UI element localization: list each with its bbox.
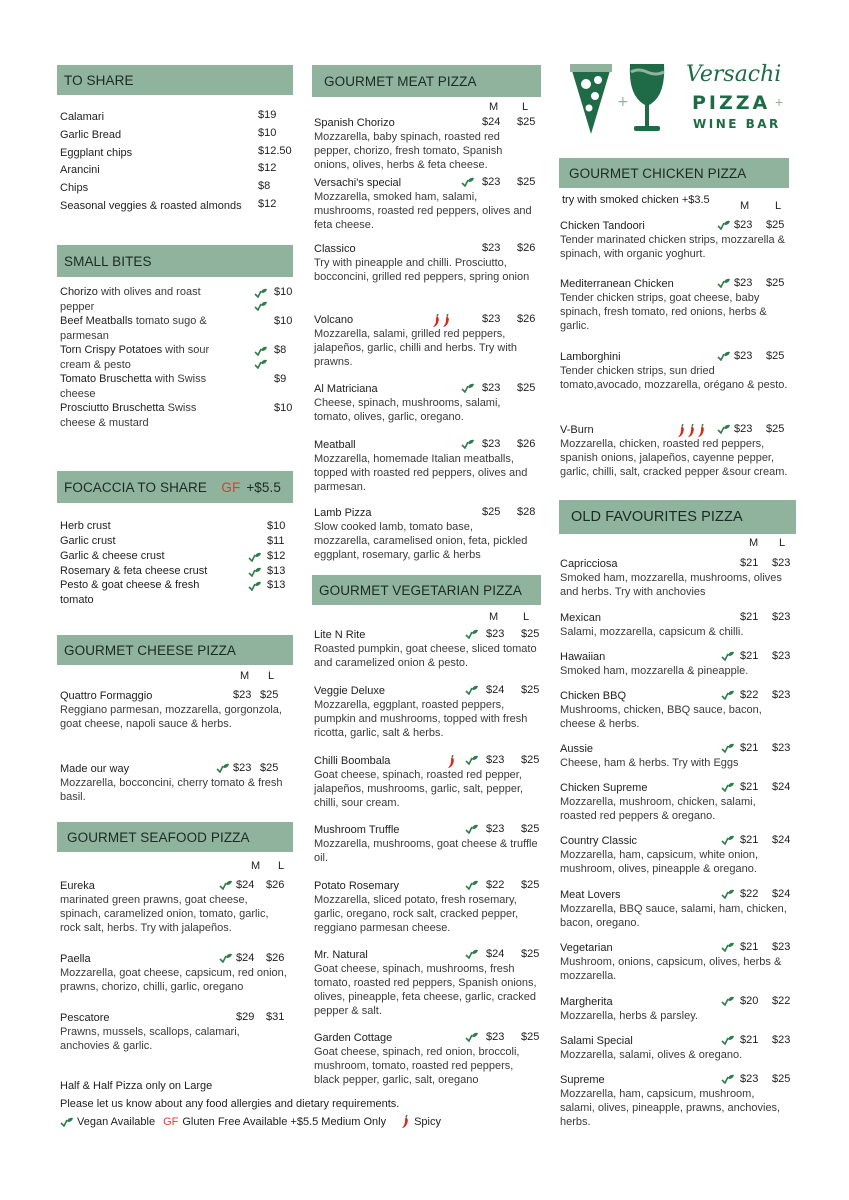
section-header-old: [559, 500, 796, 534]
pizza-name: Mexican: [560, 612, 601, 624]
price-large: $23: [772, 1034, 791, 1046]
pizza-desc: Mozzarella, smoked ham, salami, mushrooms, roasted red peppers, olives and feta cheese.: [314, 191, 532, 231]
pizza-name: Lamb Pizza: [314, 507, 372, 519]
vegan-leaf-icon: [254, 359, 268, 369]
pizza-name: Volcano: [314, 314, 354, 326]
pizza-desc: Prawns, mussels, scallops, calamari, anchovies & garlic.: [60, 1026, 240, 1052]
pizza-name: Lite N Rite: [314, 629, 366, 641]
price-medium: $24: [482, 116, 501, 128]
menu-item-name: Beef Meatballs: [60, 315, 133, 327]
price-medium: $23: [233, 689, 252, 701]
size-label-l: L: [522, 101, 529, 113]
price-large: $25: [260, 762, 279, 774]
price-large: $25: [521, 823, 540, 835]
pizza-desc: Goat cheese, spinach, red onion, broccoli, mushroom, tomato, roasted red peppers, black pepper, garlic, salt, oregano: [314, 1046, 520, 1086]
pizza-name: Chicken BBQ: [560, 690, 627, 702]
section-title: OLD FAVOURITES PIZZA: [571, 509, 743, 525]
chili-icons: [676, 422, 706, 440]
section-header-veg: [312, 575, 541, 605]
pizza-name: Paella: [60, 953, 91, 965]
size-label-l: L: [268, 670, 275, 682]
price-large: $23: [772, 650, 791, 662]
vegan-leaf-icon: [254, 288, 268, 298]
vegan-leaf-icon: [254, 301, 268, 311]
pizza-desc: Tender chicken strips, goat cheese, baby spinach, fresh tomato, red onions, herbs & garlic.: [560, 292, 767, 332]
menu-item-desc: with sour: [162, 344, 210, 356]
price-medium: $23: [734, 219, 753, 231]
section-header-chicken: [559, 158, 789, 188]
menu-item: [60, 372, 206, 387]
vegan-leaf-icon: [60, 1117, 74, 1127]
price-medium: $24: [236, 952, 255, 964]
price-medium: $23: [734, 350, 753, 362]
vegan-leaf-icon: [461, 177, 475, 187]
pizza-desc: Mozzarella, herbs & parsley.: [560, 1010, 698, 1022]
menu-item-desc: with Swiss: [151, 373, 207, 385]
price-medium: $24: [486, 684, 505, 696]
vegan-leaf-icon: [461, 439, 475, 449]
menu-item-desc-line2: pepper: [60, 300, 95, 313]
price-medium: $23: [482, 438, 501, 450]
vegan-leaf-icon: [721, 651, 735, 661]
price-large: $25: [766, 219, 785, 231]
menu-item: [60, 343, 209, 358]
menu-item-price: $13: [267, 579, 286, 591]
price-medium: $21: [740, 834, 759, 846]
pizza-desc: Mozzarella, chicken, roasted red peppers, spanish onions, jalapeños, cayenne pepper, garlic, chilli, salt, cracked pepper &sour cream.: [560, 438, 788, 478]
price-large: $23: [772, 742, 791, 754]
pizza-desc: Try with pineapple and chilli. Prosciutto, bocconcini, grilled red peppers, spring onion: [314, 257, 530, 283]
pizza-name: Aussie: [560, 743, 594, 755]
pizza-name: Capricciosa: [560, 558, 618, 570]
menu-item-price: $9: [274, 373, 287, 385]
pizza-desc: Mozzarella, homemade Italian meatballs, topped with roasted red peppers, olives and parmesan.: [314, 453, 528, 493]
price-medium: $22: [740, 888, 759, 900]
price-medium: $23: [482, 242, 501, 254]
menu-item-name: Arancini: [60, 164, 100, 176]
price-large: $22: [772, 995, 791, 1007]
vegan-leaf-icon: [465, 1032, 479, 1042]
menu-item-name: Pesto & goat cheese & fresh: [60, 579, 200, 591]
price-large: $25: [521, 684, 540, 696]
chili-icons: [431, 312, 451, 330]
vegan-leaf-icon: [465, 629, 479, 639]
price-large: $23: [772, 689, 791, 701]
price-large: $25: [772, 1073, 791, 1085]
vegan-leaf-icon: [248, 567, 262, 577]
vegan-leaf-icon: [219, 953, 233, 963]
price-large: $28: [517, 506, 536, 518]
price-large: $25: [521, 1031, 540, 1043]
pizza-name: Quattro Formaggio: [60, 690, 153, 702]
chili-icon: [676, 424, 686, 438]
menu-item-name: Garlic Bread: [60, 129, 122, 141]
vegan-leaf-icon: [248, 581, 262, 591]
vegan-leaf-icon: [465, 685, 479, 695]
pizza-name: Vegetarian: [560, 942, 613, 954]
pizza-name: Mediterranean Chicken: [560, 278, 674, 290]
pizza-desc: Salami, mozzarella, capsicum & chilli.: [560, 626, 744, 638]
vegan-leaf-icon: [461, 383, 475, 393]
pizza-name: Hawaiian: [560, 651, 606, 663]
size-label-m: M: [251, 860, 261, 872]
pizza-name: Chicken Supreme: [560, 782, 648, 794]
allergy-note: Please let us know about any food allergies and dietary requirements.: [60, 1098, 400, 1110]
brand-logo: [568, 62, 793, 142]
section-header-to-share: [57, 65, 293, 95]
price-medium: $21: [740, 781, 759, 793]
menu-item-price: $19: [258, 109, 277, 121]
size-label-l: L: [523, 611, 530, 623]
price-medium: $24: [236, 879, 255, 891]
pizza-name: Mr. Natural: [314, 949, 368, 961]
pizza-name: Eureka: [60, 880, 95, 892]
chili-icon: [686, 424, 696, 438]
gf-price: +$5.5: [246, 479, 281, 495]
chicken-note: try with smoked chicken +$3.5: [562, 194, 710, 206]
price-medium: $21: [740, 941, 759, 953]
vegan-leaf-icon: [721, 1035, 735, 1045]
size-label-m: M: [240, 670, 250, 682]
menu-item-price: $12.50: [258, 145, 292, 157]
legend-gf-badge: GF: [163, 1116, 179, 1128]
size-label-m: M: [489, 101, 499, 113]
chili-icon: [431, 314, 441, 328]
menu-item-name: Chorizo: [60, 286, 98, 298]
menu-item-desc: tomato sugo &: [132, 315, 207, 327]
price-large: $25: [517, 382, 536, 394]
pizza-name: Mushroom Truffle: [314, 824, 400, 836]
vegan-leaf-icon: [721, 889, 735, 899]
price-large: $26: [517, 242, 536, 254]
pizza-name: Meat Lovers: [560, 889, 621, 901]
vegan-leaf-icon: [721, 1074, 735, 1084]
legend-spicy: Spicy: [414, 1116, 441, 1128]
price-medium: $23: [486, 754, 505, 766]
pizza-name: Chilli Boombala: [314, 755, 391, 767]
section-header-focaccia: [57, 471, 293, 503]
pizza-name: Made our way: [60, 763, 130, 775]
section-header-small-bites: [57, 245, 293, 277]
menu-item-name: Seasonal veggies & roasted almonds: [60, 200, 242, 212]
vegan-leaf-icon: [721, 996, 735, 1006]
vegan-leaf-icon: [717, 220, 731, 230]
pizza-name: V-Burn: [560, 424, 594, 436]
section-title: GOURMET VEGETARIAN PIZZA: [319, 582, 522, 598]
menu-item-desc: Swiss: [164, 402, 197, 414]
price-large: $24: [772, 888, 791, 900]
vegan-leaf-icon: [254, 346, 268, 356]
pizza-desc: Mozzarella, bocconcini, cherry tomato & fresh basil.: [60, 777, 283, 803]
size-label-m: M: [740, 200, 750, 212]
price-large: $24: [772, 781, 791, 793]
chili-icon: [446, 755, 456, 769]
section-title: GOURMET CHEESE PIZZA: [64, 642, 237, 658]
pizza-name: Potato Rosemary: [314, 880, 399, 892]
menu-item-price: $11: [267, 535, 285, 547]
vegan-leaf-icon: [248, 552, 262, 562]
menu-item-desc-line2: parmesan: [60, 329, 109, 342]
price-medium: $29: [236, 1011, 255, 1023]
pizza-name: Country Classic: [560, 835, 638, 847]
price-medium: $22: [740, 689, 759, 701]
vegan-leaf-icon: [465, 949, 479, 959]
vegan-leaf-icon: [465, 755, 479, 765]
pizza-desc: marinated green prawns, goat cheese, spinach, caramelized onion, tomato, garlic, rock salt, herbs. Try with jalapeños.: [60, 894, 269, 934]
menu-item-desc: with olives and roast: [97, 286, 201, 298]
section-title: FOCACCIA TO SHARE: [64, 479, 207, 495]
price-large: $26: [266, 879, 285, 891]
size-label-l: L: [278, 860, 285, 872]
menu-item-price: $10: [274, 315, 293, 327]
pizza-desc: Mozzarella, eggplant, roasted peppers, pumpkin and mushrooms, topped with fresh ricotta, garlic, salt & herbs.: [314, 699, 528, 739]
price-medium: $23: [734, 277, 753, 289]
pizza-desc: Mozzarella, BBQ sauce, salami, ham, chicken, bacon, oregano.: [560, 903, 787, 929]
half-half-note: Half & Half Pizza only on Large: [60, 1080, 213, 1092]
menu-item-name: Torn Crispy Potatoes: [60, 344, 163, 356]
pizza-name: Supreme: [560, 1074, 605, 1086]
size-label-l: L: [775, 200, 782, 212]
pizza-desc: Goat cheese, spinach, mushrooms, fresh tomato, roasted red peppers, Spanish onions, olives, pineapple, feta cheese, garlic, cracked pepper & salt.: [314, 963, 537, 1017]
pizza-desc: Cheese, spinach, mushrooms, salami, tomato, olives, garlic, oregano.: [314, 397, 501, 423]
pizza-desc: Slow cooked lamb, tomato base, mozzarella, caramelised onion, feta, pickled eggplant, rosemary, garlic & herbs: [314, 521, 528, 561]
menu-item: [60, 314, 207, 329]
price-large: $25: [521, 628, 540, 640]
pizza-desc: Smoked ham, mozzarella & pineapple.: [560, 665, 749, 677]
price-large: $25: [766, 277, 785, 289]
legend-vegan: Vegan Available: [77, 1116, 156, 1128]
vegan-leaf-icon: [721, 782, 735, 792]
pizza-desc: Mozzarella, goat cheese, capsicum, red onion, prawns, chorizo, chilli, garlic, oregano: [60, 967, 287, 993]
menu-item-price: $12: [267, 550, 286, 562]
section-title: SMALL BITES: [64, 253, 152, 269]
menu-item-price: $8: [274, 344, 287, 356]
size-label-m: M: [749, 537, 759, 549]
vegan-leaf-icon: [465, 880, 479, 890]
price-medium: $23: [734, 423, 753, 435]
section-header-seafood: [57, 822, 293, 852]
pizza-desc: Mozzarella, ham, capsicum, white onion, mushroom, olives, pineapple & oregano.: [560, 849, 759, 875]
vegan-leaf-icon: [717, 351, 731, 361]
menu-item-name: Rosemary & feta cheese crust: [60, 565, 208, 577]
section-title: GOURMET MEAT PIZZA: [324, 73, 477, 89]
pizza-desc: Roasted pumpkin, goat cheese, sliced tomato and caramelized onion & pesto.: [314, 643, 537, 669]
brand-plus-icon: +: [775, 94, 784, 110]
price-medium: $23: [740, 1073, 759, 1085]
vegan-leaf-icon: [717, 424, 731, 434]
menu-item: [60, 401, 196, 416]
price-large: $23: [772, 941, 791, 953]
vegan-leaf-icon: [465, 824, 479, 834]
pizza-desc: Mozzarella, mushrooms, goat cheese & truffle oil.: [314, 838, 538, 864]
price-medium: $23: [486, 823, 505, 835]
pizza-name: Garden Cottage: [314, 1032, 393, 1044]
vegan-leaf-icon: [721, 835, 735, 845]
pizza-name: Spanish Chorizo: [314, 117, 395, 129]
pizza-name: Versachi's special: [314, 177, 402, 189]
price-large: $25: [766, 350, 785, 362]
brand-script-name: Versachi: [686, 62, 782, 87]
pizza-name: Al Matriciana: [314, 383, 378, 395]
price-large: $26: [517, 438, 536, 450]
price-medium: $22: [486, 879, 505, 891]
price-large: $31: [266, 1011, 285, 1023]
vegan-leaf-icon: [717, 278, 731, 288]
price-medium: $21: [740, 557, 759, 569]
price-medium: $21: [740, 650, 759, 662]
price-medium: $25: [482, 506, 501, 518]
vegan-leaf-icon: [721, 942, 735, 952]
price-medium: $20: [740, 995, 759, 1007]
menu-item-name-line2: tomato: [60, 593, 94, 606]
pizza-desc: Mozzarella, sliced potato, fresh rosemary, garlic, oregano, rock salt, cracked pepper, reggiano parmesan cheese.: [314, 894, 519, 934]
menu-item-name: Tomato Bruschetta: [60, 373, 152, 385]
chili-icon: [441, 314, 451, 328]
price-medium: $23: [482, 382, 501, 394]
pizza-desc: Mushrooms, chicken, BBQ sauce, bacon, cheese & herbs.: [560, 704, 762, 730]
menu-item-price: $10: [274, 402, 293, 414]
pizza-name: Veggie Deluxe: [314, 685, 385, 697]
menu-item-desc-line2: cheese: [60, 387, 96, 400]
price-large: $25: [260, 689, 279, 701]
price-large: $23: [772, 557, 791, 569]
pizza-desc: Mozzarella, salami, olives & oregano.: [560, 1049, 743, 1061]
svg-text:+: +: [617, 94, 629, 110]
pizza-desc: Tender chicken strips, sun dried tomato,avocado, mozzarella, orégano & pesto.: [560, 365, 788, 391]
price-medium: $23: [482, 176, 501, 188]
pizza-desc: Smoked ham, mozzarella, mushrooms, olives and herbs. Try with anchovies: [560, 572, 782, 598]
size-label-l: L: [779, 537, 786, 549]
legend-row: [60, 1115, 441, 1129]
price-medium: $21: [740, 611, 759, 623]
pizza-name: Classico: [314, 243, 356, 255]
price-medium: $21: [740, 1034, 759, 1046]
price-medium: $24: [486, 948, 505, 960]
menu-item-name: Calamari: [60, 111, 105, 123]
menu-item-name: Herb crust: [60, 520, 111, 532]
pizza-name: Meatball: [314, 439, 356, 451]
section-title: GOURMET CHICKEN PIZZA: [569, 165, 747, 181]
menu-item-price: $10: [267, 520, 286, 532]
menu-item-price: $12: [258, 198, 277, 210]
legend-gf: Gluten Free Available +$5.5 Medium Only: [182, 1116, 387, 1128]
price-large: $25: [521, 754, 540, 766]
pizza-desc: Reggiano parmesan, mozzarella, gorgonzola, goat cheese, napoli sauce & herbs.: [60, 704, 282, 730]
menu-item-name: Prosciutto Bruschetta: [60, 402, 165, 414]
pizza-desc: Mozzarella, mushroom, chicken, salami, roasted red peppers & oregano.: [560, 796, 756, 822]
menu-item-name: Garlic & cheese crust: [60, 550, 165, 562]
menu-item-price: $13: [267, 565, 286, 577]
pizza-desc: Mozzarella, salami, grilled red peppers, jalapeños, garlic, chilli and herbs. Try with prawns.: [314, 328, 517, 368]
menu-item-desc-line2: cream & pesto: [60, 358, 131, 371]
pizza-name: Lamborghini: [560, 351, 621, 363]
menu-item-name: Eggplant chips: [60, 147, 133, 159]
chili-icon: [696, 424, 706, 438]
section-title: GOURMET SEAFOOD PIZZA: [67, 829, 250, 845]
chili-icon: [400, 1115, 410, 1129]
pizza-desc: Mushroom, onions, capsicum, olives, herbs & mozzarella.: [560, 956, 782, 982]
pizza-desc: Goat cheese, spinach, roasted red pepper, jalapeños, mushrooms, garlic, salt, pepper, chilli, sour cream.: [314, 769, 524, 809]
vegan-leaf-icon: [219, 880, 233, 890]
pizza-name: Salami Special: [560, 1035, 633, 1047]
price-large: $26: [517, 313, 536, 325]
menu-item-price: $10: [274, 286, 293, 298]
brand-line1: PIZZA: [692, 92, 771, 114]
price-large: $25: [517, 176, 536, 188]
chili-icons: [446, 753, 456, 771]
pizza-name: Pescatore: [60, 1012, 110, 1024]
price-medium: $23: [486, 628, 505, 640]
pizza-name: Chicken Tandoori: [560, 220, 645, 232]
price-large: $24: [772, 834, 791, 846]
section-header-cheese: [57, 635, 293, 665]
pizza-desc: Mozzarella, ham, capsicum, mushroom, salami, olives, pineapple, prawns, anchovies, herbs.: [560, 1088, 781, 1128]
menu-item-price: $10: [258, 127, 277, 139]
price-large: $25: [517, 116, 536, 128]
price-medium: $23: [482, 313, 501, 325]
price-large: $26: [266, 952, 285, 964]
price-large: $25: [521, 879, 540, 891]
size-label-m: M: [489, 611, 499, 623]
price-medium: $21: [740, 742, 759, 754]
menu-item-price: $8: [258, 180, 271, 192]
pizza-desc: Cheese, ham & herbs. Try with Eggs: [560, 757, 739, 769]
brand-line2: WINE BAR: [693, 117, 781, 131]
pizza-desc: Mozzarella, baby spinach, roasted red pepper, chorizo, fresh tomato, Spanish onions, olives, herbs & feta cheese.: [314, 131, 503, 171]
price-medium: $23: [233, 762, 252, 774]
price-medium: $23: [486, 1031, 505, 1043]
price-large: $25: [766, 423, 785, 435]
section-header-meat: [312, 65, 541, 97]
menu-item-name: Garlic crust: [60, 535, 116, 547]
vegan-leaf-icon: [721, 743, 735, 753]
price-large: $25: [521, 948, 540, 960]
pizza-name: Margherita: [560, 996, 613, 1008]
gf-badge: GF: [221, 479, 241, 495]
pizza-desc: Tender marinated chicken strips, mozzarella & spinach, with organic yoghurt.: [560, 234, 785, 260]
menu-item: [60, 285, 201, 300]
section-title: TO SHARE: [64, 72, 134, 88]
menu-item-price: $12: [258, 162, 277, 174]
vegan-leaf-icon: [216, 763, 230, 773]
menu-item-desc-line2: cheese & mustard: [60, 416, 149, 429]
vegan-leaf-icon: [721, 690, 735, 700]
price-large: $23: [772, 611, 791, 623]
menu-item-name: Chips: [60, 182, 89, 194]
